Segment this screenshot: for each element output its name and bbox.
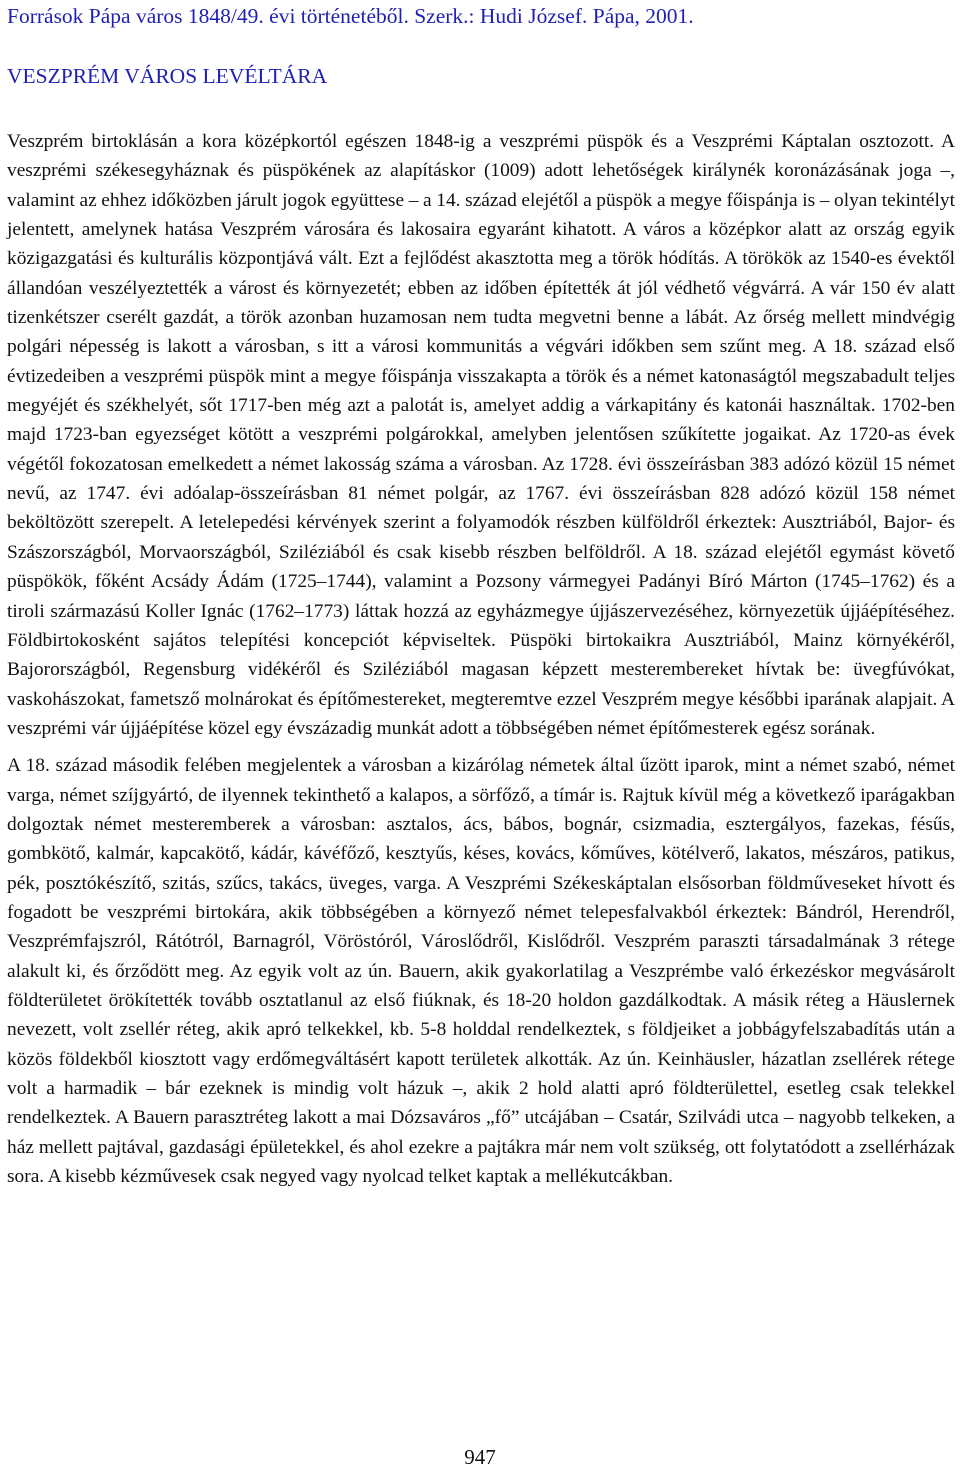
source-citation-header: Források Pápa város 1848/49. évi történetéből. Szerk.: Hudi József. Pápa, 2001.	[7, 4, 694, 28]
body-text	[7, 127, 955, 1191]
page-number: 947	[464, 1445, 496, 1469]
paragraph-crafts-society: A 18. század második felében megjelentek a városban a kizárólag németek által űzött iparok, mint a német szabó, német varga, német szíjgyártó, de ilyennek tekinthető a kalapos, a sörfőző, a tímár is. Rajtuk kívül még a következő iparágakban dolgoztak német mesteremberek a városban: asztalos, ács, bábos, bognár, csizmadia, esztergályos, fazekas, fésűs, gombkötő, kalmár, kapcakötő, kádár, kávéfőző, kesztyűs, késes, kovács, kőműves, kötélverő, lakatos, mészáros, patikus, pék, posztókészítő, szitás, szűcs, takács, üveges, varga. A Veszprémi Székeskáptalan elsősorban földműveseket hívott és fogadott be veszprémi birtokára, akik többségében a környező német telepesfalvakból érkeztek: Bándról, Herendről, Veszprémfajszról, Rátótról, Barnagról, Vöröstóról, Városlődről, Kislődről. Veszprém paraszti társadalmának 3 rétege alakult ki, és őrződött meg. Az egyik volt az ún. Bauern, akik gyakorlatilag a Veszprémbe való érkezéskor megvásárolt földterületet örökítették tovább osztatlanul az első fiúknak, és 18-20 holdon gazdálkodtak. A másik réteg a Häuslernek nevezett, volt zsellér réteg, akik apró telkekkel, kb. 5-8 holddal rendelkeztek, s földjeiket a jobbágyfelszabadítás után a közös földekből kiosztott vagy erdőmegváltásért kapott területek alkották. Az ún. Keinhäusler, házatlan zsellérek rétege volt a harmadik – bár ezeknek is mindig volt házuk –, akik 2 hold alatti apró földterülettel, esetleg csak telekkel rendelkeztek. A Bauern parasztréteg lakott a mai Dózsaváros „fő” utcájában – Csatár, Szilvádi utca – nagyobb telkeken, a ház mellett pajtával, gazdasági épületekkel, és ahol ezekre a pajtákra már nem volt szükség, ott folytatódott a zsellérházak sora. A kisebb kézművesek csak negyed vagy nyolcad telket kaptak a mellékutcákban.	[7, 755, 955, 1188]
paragraph-history: Veszprém birtoklásán a kora középkortól egészen 1848-ig a veszprémi püspök és a Veszprémi Káptalan osztozott. A veszprémi székesegyháznak és püspökének az alapításkor (1009) adott lehetőségek királynék koronázásának joga –, valamint az ehhez időközben járult jogok együttese – a 14. század elejétől a püspök a megye főispánja is – olyan tekintélyt jelentett, amelynek hatása Veszprém városára és lakosaira egyaránt kihatott. A város a középkor alatt az ország egyik közigazgatási és kulturális központjává vált. Ezt a fejlődést akasztotta meg a török hódítás. A törökök az 1540-es évektől állandóan veszélyeztették a várost és környezetét; ebben az időben építették át jól védhető végvárrá. A vár 150 év alatt tizenkétszer cserélt gazdát, a török azonban huzamosan nem tudta megvetni benne a lábát. Az őrség mellett mindvégig polgári népesség is lakott a városban, s itt a városi kommunitás a végvári időkben sem szűnt meg. A 18. század első évtizedeiben a veszprémi püspök mint a megye főispánja visszakapta a török és a német katonaságtól megszabadult teljes megyéjét és székhelyét, sőt 1717-ben még azt a palotát is, amelyet addig a várkapitány és katonái használtak. 1702-ben majd 1723-ban egyezséget kötött a veszprémi polgárokkal, amelyben jelentősen szűkítette jogaikat. Az 1720-as évek végétől fokozatosan emelkedett a német lakosság száma a városban. Az 1728. évi összeírásban 383 adózó közül 15 német nevű, az 1747. évi adóalap-összeírásban 81 német polgár, az 1767. évi összeírásban 828 adózó közül 158 német beköltözött szerepelt. A letelepedési kérvények szerint a folyamodók részben külföldről érkeztek: Ausztriából, Bajor- és Szászországból, Morvaországból, Sziléziából és csak kisebb részben belföldről. A 18. század elejétől egymást követő püspökök, főként Acsády Ádám (1725–1744), valamint a Pozsony vármegyei Padányi Bíró Márton (1745–1762) és a tiroli származású Koller Ignác (1762–1773) láttak hozzá az egyházmegye újjászervezéséhez, környezetük újjáépítéséhez. Földbirtokosként sajátos telepítési koncepciót képviseltek. Püspöki birtokaikra Ausztriából, Mainz környékéről, Bajorországból, Regensburg vidékéről és Sziléziából magasan képzett mesterembereket hívtak be: üvegfúvókat, vaskohászokat, fametsző molnárokat és építőmestereket, megteremtve ezzel Veszprém megye későbbi iparának alapjait. A veszprémi vár újjáépítése közel egy évszázadig munkát adott a többségében német építőmesterek egész sorának.	[7, 131, 955, 739]
page-title: VESZPRÉM VÁROS LEVÉLTÁRA	[7, 64, 328, 88]
